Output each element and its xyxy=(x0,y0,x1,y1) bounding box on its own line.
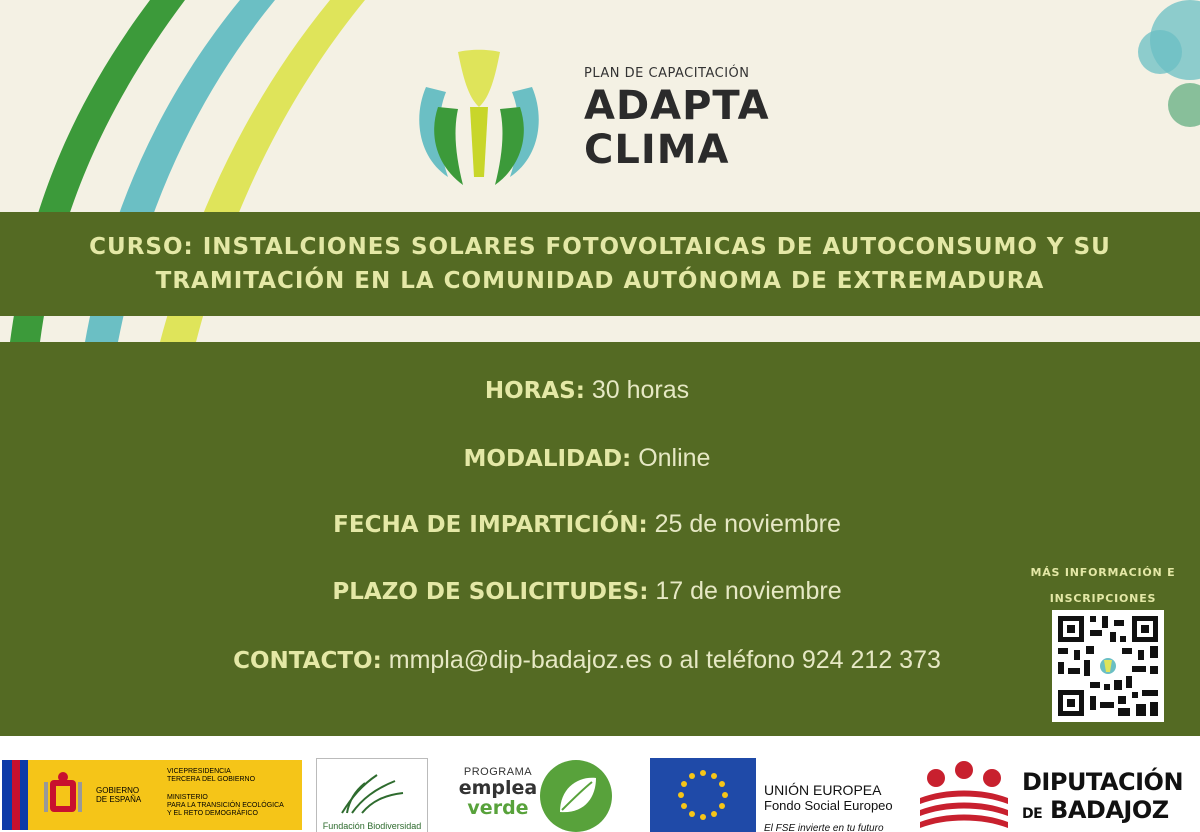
leaf-icon xyxy=(538,758,614,832)
eu-line2: Fondo Social Europeo xyxy=(764,798,893,813)
course-details-band xyxy=(0,342,1200,736)
header xyxy=(0,0,1200,212)
detail-modalidad xyxy=(0,444,1174,473)
diputacion-line2 xyxy=(1022,796,1200,828)
detail-value: 17 de noviembre xyxy=(648,577,842,605)
brand-subtitle: PLAN DE CAPACITACIÓN xyxy=(584,66,750,81)
vicepresidencia-label xyxy=(167,768,297,784)
fundacion-label: Fundación Biodiversidad xyxy=(322,821,422,831)
gobierno-line1: GOBIERNO xyxy=(96,786,140,795)
grass-icon xyxy=(337,767,407,815)
diputacion-badajoz-logo-icon xyxy=(916,758,1012,832)
detail-plazo xyxy=(0,577,1174,606)
detail-label: PLAZO DE SOLICITUDES: xyxy=(332,579,649,605)
course-title-band xyxy=(0,212,1200,316)
detail-label: FECHA DE IMPARTICIÓN: xyxy=(333,512,648,538)
detail-horas xyxy=(0,376,1174,405)
brand-name-line2: CLIMA xyxy=(584,127,730,173)
min-line2: PARA LA TRANSICIÓN ECOLÓGICA xyxy=(167,802,284,809)
min-line1: MINISTERIO xyxy=(167,794,208,801)
programa-emplea-verde-logo xyxy=(448,766,548,828)
vice-line2: TERCERA DEL GOBIERNO xyxy=(167,776,256,783)
gobierno-label xyxy=(96,786,141,804)
gobierno-espana-logo xyxy=(2,760,302,830)
brand-text xyxy=(584,66,770,173)
detail-value: 30 horas xyxy=(584,376,690,404)
fundacion-biodiversidad-logo xyxy=(316,758,428,832)
gobierno-line2: DE ESPAÑA xyxy=(96,795,142,804)
brand-name-line1: ADAPTA xyxy=(584,83,770,129)
detail-label: CONTACTO: xyxy=(233,648,382,674)
diputacion-text xyxy=(1022,768,1200,828)
programa-line3: verde xyxy=(467,797,529,819)
contact-email[interactable]: mmpla@dip-badajoz.es o al teléfono 924 212 373 xyxy=(381,646,941,674)
programa-line2: emplea xyxy=(458,777,538,799)
qr-caption-line2: INSCRIPCIONES xyxy=(1049,592,1157,605)
detail-label: MODALIDAD: xyxy=(463,446,632,472)
qr-caption xyxy=(1022,560,1184,612)
qr-caption-line1: MÁS INFORMACIÓN E xyxy=(1030,566,1176,579)
vice-line1: VICEPRESIDENCIA xyxy=(167,768,231,775)
detail-label: HORAS: xyxy=(484,378,585,404)
qr-code-icon[interactable] xyxy=(1052,610,1164,722)
footer-sponsors xyxy=(0,736,1200,832)
eu-line3: El FSE invierte en tu futuro xyxy=(764,823,884,832)
detail-fecha xyxy=(0,510,1174,539)
coat-of-arms-icon xyxy=(38,770,88,820)
detail-contacto xyxy=(0,646,1174,675)
adapta-clima-logo-icon xyxy=(408,47,550,189)
diputacion-badajoz: BADAJOZ xyxy=(1050,796,1169,824)
diputacion-de: DE xyxy=(1022,806,1043,822)
detail-value: Online xyxy=(631,444,711,472)
ministerio-label xyxy=(167,794,297,818)
detail-value: 25 de noviembre xyxy=(647,510,841,538)
spain-flag-strip xyxy=(12,760,20,830)
min-line3: Y EL RETO DEMOGRÁFICO xyxy=(167,810,258,817)
eu-line1: UNIÓN EUROPEA xyxy=(764,782,882,798)
eu-text xyxy=(764,782,914,832)
diputacion-line1: DIPUTACIÓN xyxy=(1022,768,1184,796)
course-title: CURSO: INSTALCIONES SOLARES FOTOVOLTAICAS DE AUTOCONSUMO Y SU TRAMITACIÓN EN LA COMUNIDAD AUTÓNOMA DE EXTREMADURA xyxy=(89,234,1111,294)
programa-line1: PROGRAMA xyxy=(463,766,533,778)
eu-flag-icon xyxy=(650,758,756,832)
